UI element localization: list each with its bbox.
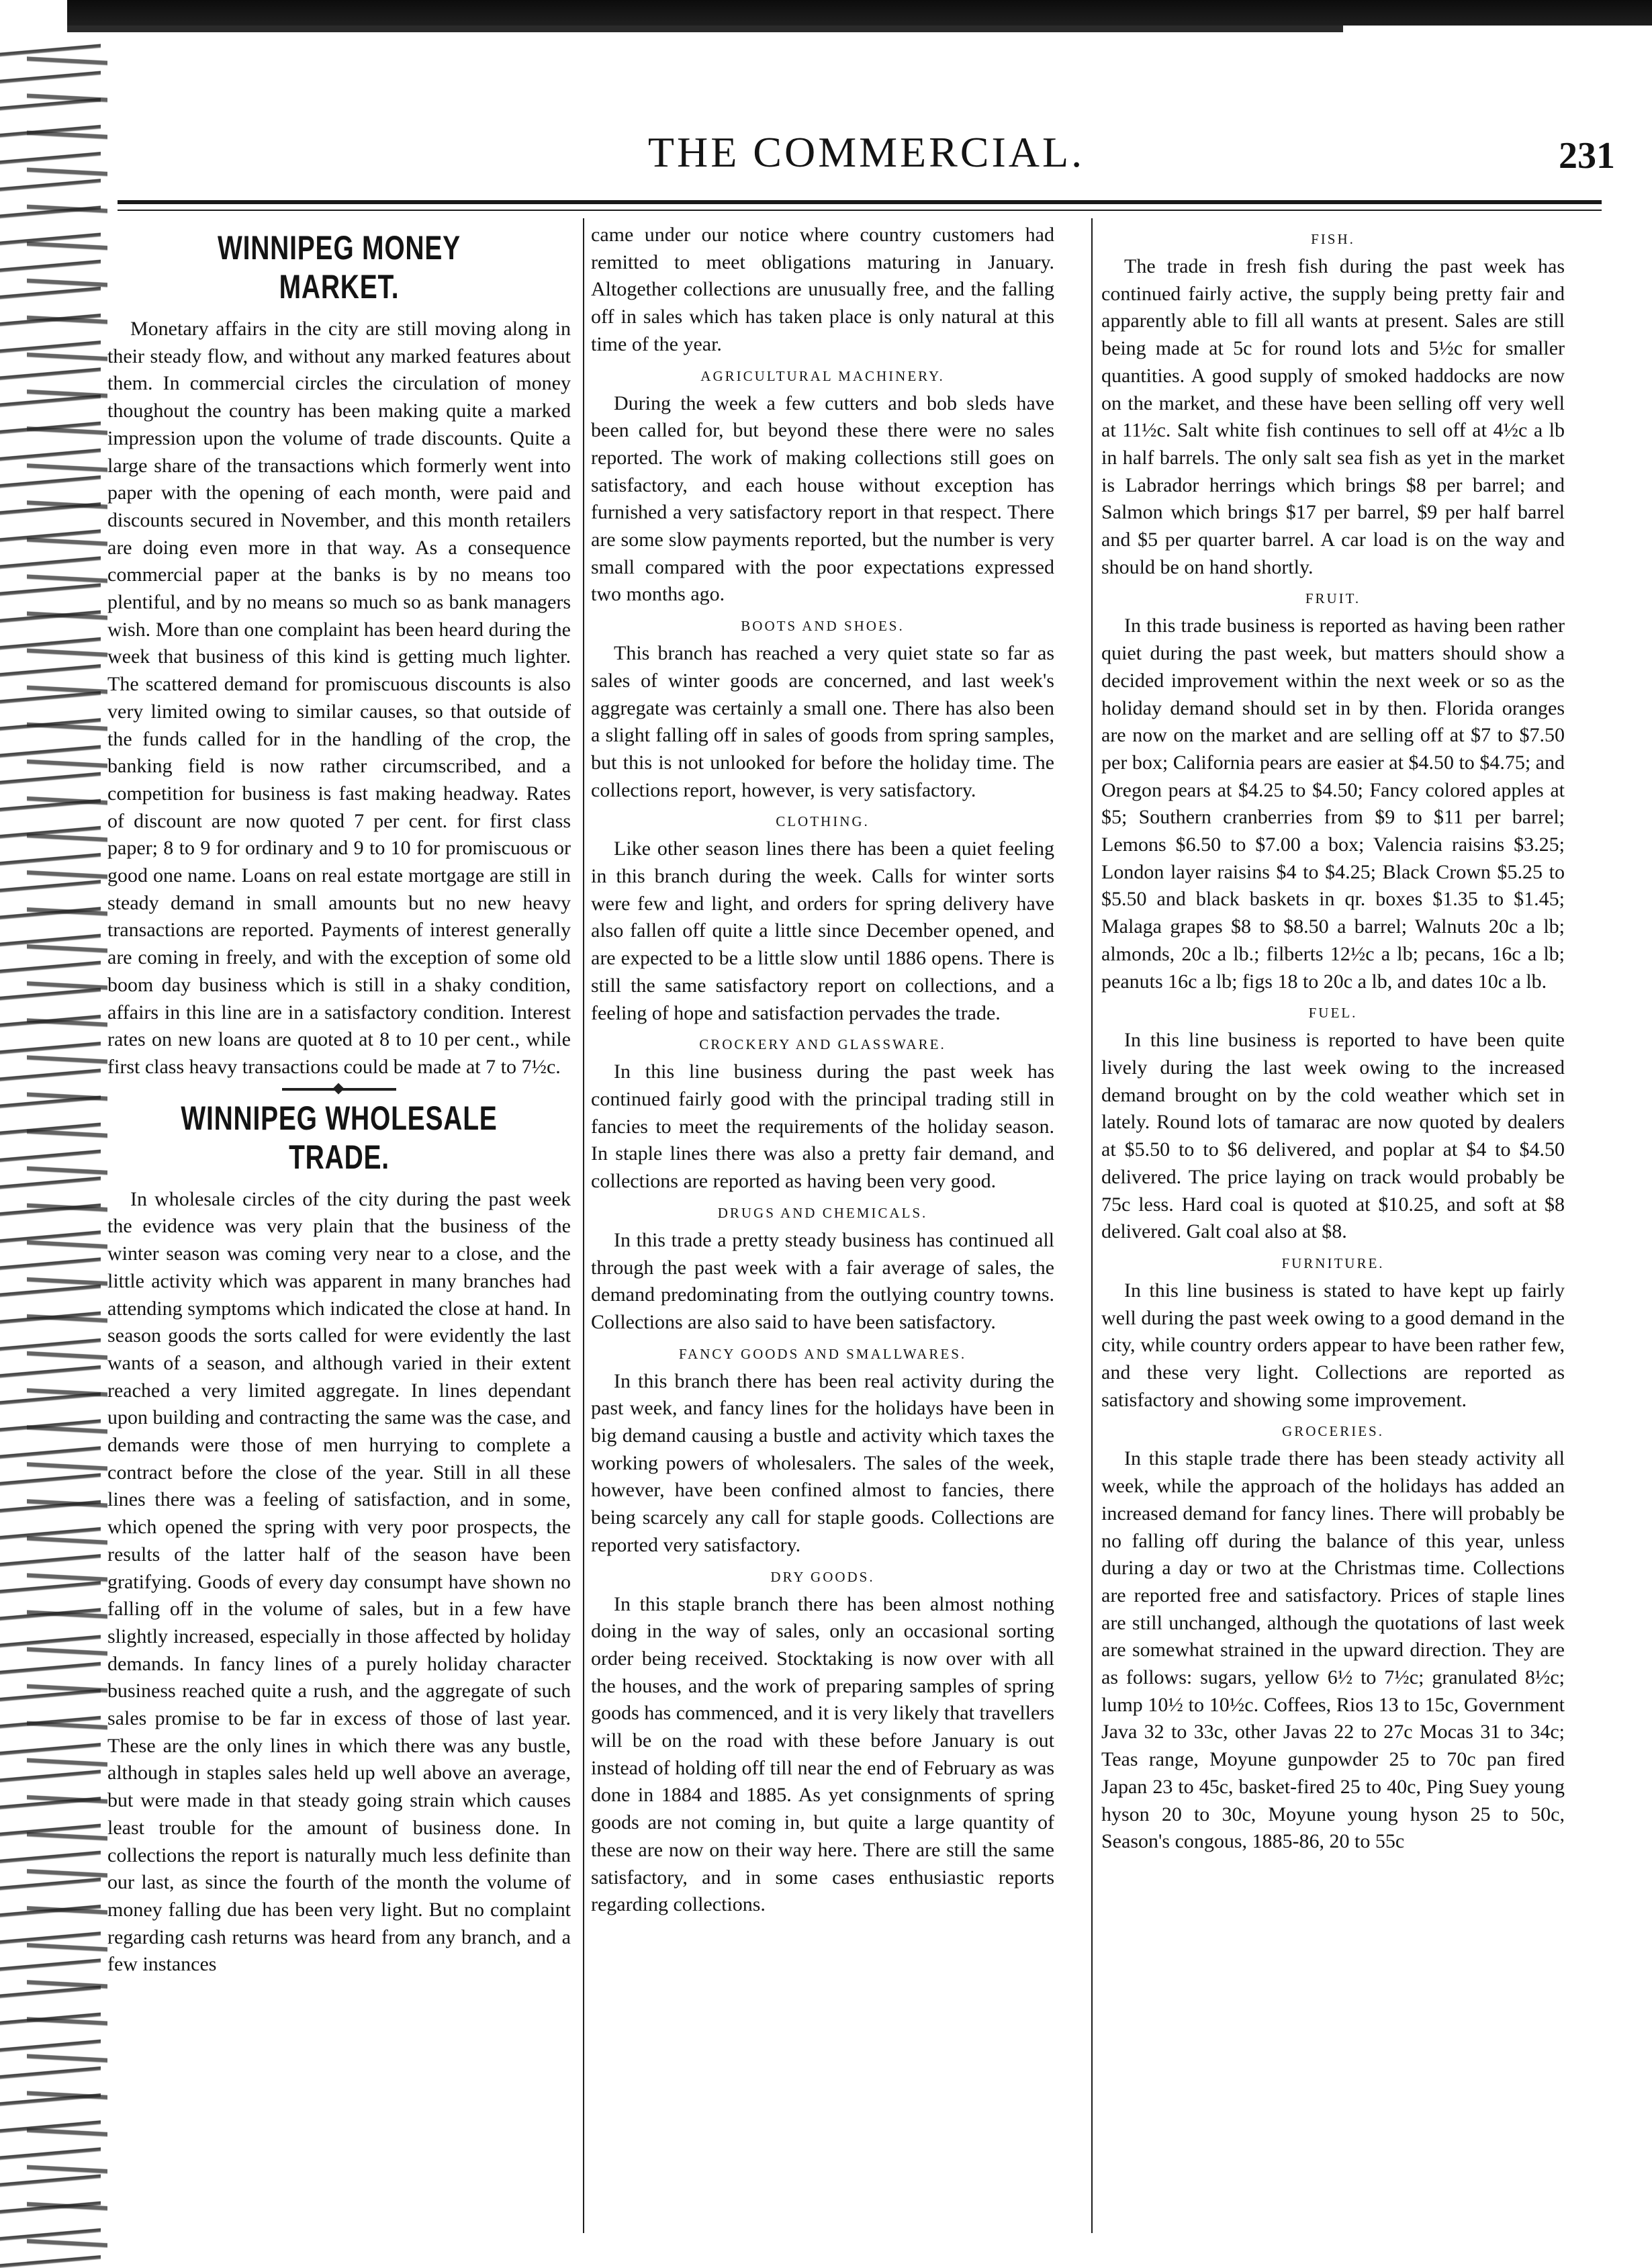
scan-left-edge-overlay (27, 40, 107, 2268)
heading-groceries: GROCERIES. (1282, 1423, 1384, 1440)
fish-text: The trade in fresh fish during the past week has continued fairly active, the supply being pretty fair and apparently able to fill all wants at present. Sales are still being made at 5c for round lots and 5½c for smaller quantities. A good supply of smoked haddocks are now on the market, and these have been selling off very well at 11½c. Salt white fish continues to sell off at 4½c a lb in half barrels. The only salt sea fish as yet in the market is Labrador herrings which brings $8 per barrel; and Salmon which brings $17 per barrel, $9 per half barrel and $5 per quarter barrel. A car load is on the way and should be on hand shortly. (1101, 255, 1565, 578)
clothing-text: Like other season lines there has been a quiet feeling in this branch during the week. Calls for winter sorts were few and light, and orders for spring delivery have also fallen off quite a little since December opened, and are expected to be a little slow until 1886 opens. There is still the same satisfactory report on collections, and a feeling of hope and satisfaction pervades the trade. (591, 837, 1054, 1024)
crockery-text: In this line business during the past week has continued fairly good with the principal trading still in fancies to meet the requirements of the holiday season. In staple lines there was also a pretty fair demand, and collections are reported as having been very good. (591, 1060, 1054, 1193)
heading-agricultural-machinery: AGRICULTURAL MACHINERY. (700, 367, 945, 384)
scan-top-edge-tail (67, 26, 1343, 32)
column-2 (591, 222, 1054, 2257)
column-1 (107, 222, 571, 2257)
heading-wholesale-trade: WINNIPEG WHOLESALE TRADE. (181, 1099, 498, 1176)
heading-fuel: FUEL. (1308, 1005, 1358, 1022)
heading-dry-goods: DRY GOODS. (770, 1568, 875, 1585)
heading-fish: FISH. (1311, 231, 1355, 247)
fruit-text: In this trade business is reported as having been rather quiet during the past week, but matters should show a decided improvement within the next week or so as the holiday demand should set in by then. Florida oranges are now on the market and are selling off at $7 to $7.50 per box; California pears are easier at $4.50 to $4.75; and Oregon pears at $4.25 to $4.50; Fancy colored apples at $5; Southern cranberries from $9 to $11 per barrel; Lemons $6.50 to $7.00 a box; Valencia raisins $3.25; London layer raisins $4 to $4.25; Black Crown $5.25 to $5.50 and black baskets in qr. boxes $1.35 to $1.45; Malaga grapes $8 to $8.50 a barrel; Walnuts 20c a lb; almonds, 20c a lb.; filberts 12½c a lb; pecans, 16c a lb; peanuts 16c a lb; figs 18 to 20c a lb, and dates 10c a lb. (1101, 615, 1565, 993)
column-rule-2 (1091, 218, 1093, 2233)
page-number: 231 (1559, 135, 1615, 177)
furniture-text: In this line business is stated to have kept up fairly well during the past week owing to a good demand in the city, while country orders appear to have been rather few, and these very light. Collections are reported as satisfactory and showing some improvement. (1101, 1279, 1565, 1411)
header-rule-thin (118, 210, 1602, 211)
drugs-text: In this trade a pretty steady business has continued all through the past week with a fair average of sales, the demand predominating from the outlying country towns. Collections are also said to have been satisfactory. (591, 1228, 1054, 1333)
section-separator (282, 1088, 396, 1091)
boots-and-shoes-text: This branch has reached a very quiet state so far as sales of winter goods are concerned, and last week's aggregate was certainly a small one. There has also been a slight falling off in sales of goods from spring samples, but this is not unlooked for before the holiday time. The collections report, however, is very satisfactory. (591, 642, 1054, 801)
column-3 (1101, 222, 1565, 2257)
heading-drugs: DRUGS AND CHEMICALS. (717, 1204, 928, 1221)
heading-fancy-goods: FANCY GOODS AND SMALLWARES. (678, 1345, 967, 1362)
dry-goods-text: In this staple branch there has been almost nothing doing in the way of sales, only an occasional sorting order being received. Stocktaking is now over with all the houses, and the work of preparing samples of spring goods has commenced, and it is very likely that travellers will be on the road with these before January is out instead of holding off till near the end of February as was done in 1884 and 1885. As yet consignments of spring goods are not coming in, but quite a large quantity of these are now on their way here. There are still the same satisfactory, and in some cases enthusiastic reports regarding collections. (591, 1592, 1054, 1916)
money-market-text: Monetary affairs in the city are still moving along in their steady flow, and without any marked features about them. In commercial circles the circulation of money thoughout the country has been making quite a marked impression upon the volume of trade discounts. Quite a large share of the transactions which formerly went into paper with the opening of each month, were paid and discounts secured in November, and this month retailers are doing even more in that way. As a consequence commercial paper at the banks is by no means too plentiful, and by no means so much so as bank managers wish. More than one complaint has been heard during the week that business of this kind is getting much lighter. The scattered demand for promiscuous discounts is also very limited owing to similar causes, so that outside of the funds called for in the handling of the crop, the banking field is now rather circumscribed, and a competition for business is fast making headway. Rates of discount are now quoted 7 per cent. for first class paper; 8 to 9 for ordinary and 9 to 10 for promiscuous or good one name. Loans on real estate mortgage are still in steady demand in small amounts but no new heavy transactions are reported. Payments of interest generally are coming in freely, and with the exception of some old boom day business which is still in a shaky condition, affairs in this line are in a satisfactory condition. Interest rates on new loans are quoted at 8 to 10 per cent., while first class heavy transactions could be made at 7 to 7½c. (107, 318, 571, 1078)
heading-fruit: FRUIT. (1305, 590, 1361, 607)
scan-top-edge (67, 0, 1652, 26)
fancy-goods-text: In this branch there has been real activity during the past week, and fancy lines for the holidays have been in big demand causing a bustle and activity which taxes the working powers of wholesalers. The sales of the week, however, have been confined almost to fancies, there being scarcely any call for staple goods. Collections are reported very satisfactory. (591, 1369, 1054, 1556)
groceries-text: In this staple trade there has been steady activity all week, while the approach of the holidays has added an increased demand for fancy lines. There will probably be no falling off during the balance of this year, unless during a day or two at the Christmas time. Collections are reported free and satisfactory. Prices of staple lines are still unchanged, although the quotations of last week are somewhat strained in the upward direction. They are as follows: sugars, yellow 6½ to 7½c; granulated 8½c; lump 10½ to 10½c. Coffees, Rios 13 to 15c, Government Java 32 to 33c, other Javas 22 to 27c Mocas 31 to 34c; Teas range, Moyune gunpowder 25 to 70c pan fired Japan 23 to 45c, basket-fired 25 to 40c, Ping Suey young hyson 20 to 30c, Moyune young hyson 25 to 50c, Season's congous, 1885-86, 20 to 55c (1101, 1447, 1565, 1853)
fuel-text: In this line business is reported to have been quite lively during the last week owing to the increased demand brought on by the cold weather which set in lately. Round lots of tamarac are now quoted by dealers at $5.50 to to $6 delivered, and poplar at $4 to $4.50 delivered. The price laying on track would probably be 75c less. Hard coal is quoted at $10.25, and soft at $8 delivered. Galt coal also at $8. (1101, 1029, 1565, 1243)
agricultural-machinery-text: During the week a few cutters and bob sleds have been called for, but beyond these there were no sales reported. The work of making collections still goes on satisfactory, and each house without exception has furnished a very satisfactory report in that respect. There are some slow payments reported, but the number is very small compared with the poor expectations expressed two months ago. (591, 392, 1054, 606)
heading-furniture: FURNITURE. (1281, 1255, 1385, 1271)
wholesale-trade-text: In wholesale circles of the city during the past week the evidence was very plain that the business of the winter season was coming very near to a close, and the little activity which was apparent in many branches had attending symptoms which indicated the close at hand. In season goods the sorts called for were evidently the last wants of a season, and although varied in their extent reached a very limited aggregate. In lines dependant upon building and contracting the same was the case, and demands were those of men hurrying to complete a contract before the close of the year. Still in all these lines there was a feeling of satisfaction, and in some, which opened the spring with very poor prospects, the results of the latter half of the season have been gratifying. Goods of every day consumpt have shown no falling off in the volume of sales, but in a few have slightly increased, especially in those affected by holiday demands. In fancy lines of a purely holiday character business reached quite a rush, and the aggregate of such sales promise to be far in excess of those of last year. These are the only lines in which there was any bustle, although in staples sales held up well above an average, but were made in that steady going strain which causes least trouble for the amount of business done. In collections the report is naturally much less definite than our last, as since the fourth of the month the volume of money falling due has been very light. But no complaint regarding cash returns was heard from any branch, and a few instances (107, 1187, 571, 1976)
header-rule (118, 200, 1602, 204)
heading-money-market: WINNIPEG MONEY MARKET. (218, 229, 461, 306)
heading-clothing: CLOTHING. (776, 813, 870, 830)
heading-crockery: CROCKERY AND GLASSWARE. (699, 1036, 946, 1053)
column-rule-1 (583, 218, 584, 2233)
masthead: THE COMMERCIAL. (647, 128, 1085, 176)
heading-boots-and-shoes: BOOTS AND SHOES. (741, 618, 905, 635)
wholesale-trade-continued: came under our notice where country customers had remitted to meet obligations maturing in January. Altogether collections are unusually free, and the falling off in sales which has taken place is only natural at this time of the year. (591, 224, 1054, 355)
